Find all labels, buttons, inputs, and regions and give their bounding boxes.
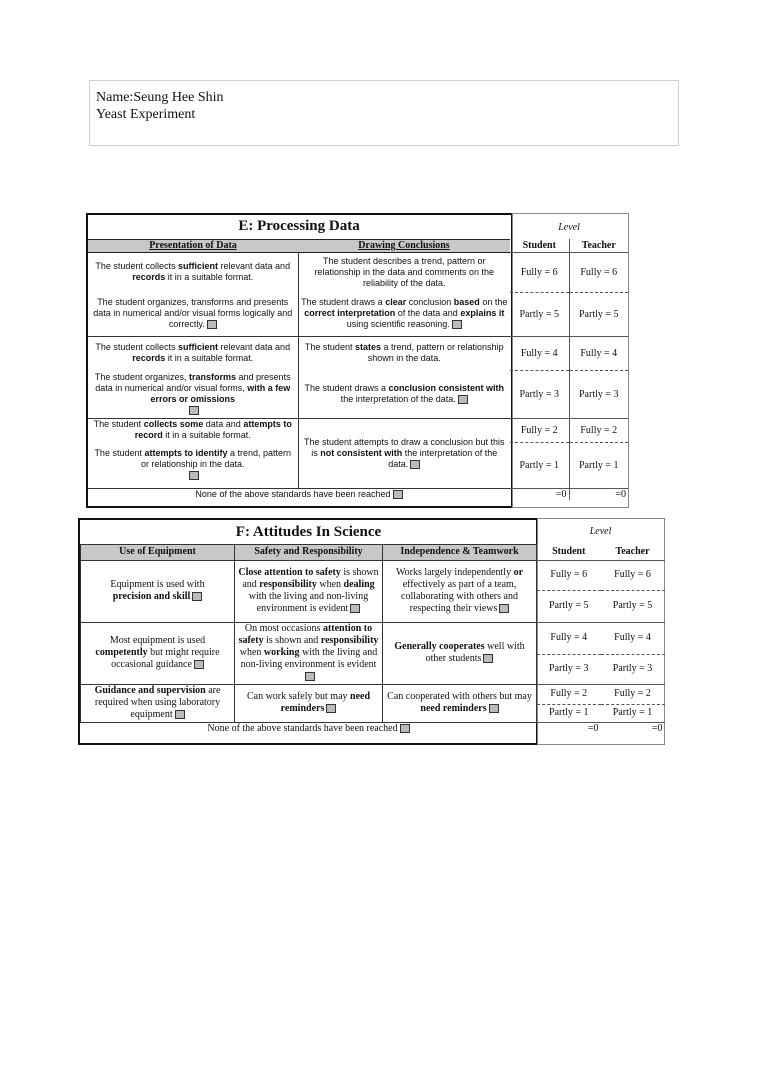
e-student-partly-5: Partly = 5 (510, 292, 569, 336)
col-presentation-header: Presentation of Data (88, 239, 298, 252)
e-checkbox-2b[interactable] (410, 460, 420, 469)
f-checkbox-eq1[interactable] (192, 592, 202, 601)
f-equipment-4-3: Most equipment is used competently but might require occasional guidance (81, 622, 235, 684)
e-teacher-fully-6: Fully = 6 (569, 252, 628, 292)
rubric-e-level-label: Level (558, 221, 580, 233)
f-independence-6-5: Works largely independently or effectively as part of a team, collaborating with others and respecting their views (383, 560, 537, 622)
e-conclusion-fully-2: The student attempts to draw a conclusion but this is not consistent with the interpretation of the data. (298, 418, 510, 488)
e-student-partly-3: Partly = 3 (510, 370, 569, 418)
e-presentation-partly-3: The student organizes, transforms and presents data in numerical and/or visual forms, with a few errors or omissions (88, 370, 298, 418)
e-teacher-fully-2: Fully = 2 (569, 418, 628, 442)
e-presentation-partly-5: The student organizes, transforms and presents data in numerical and/or visual forms logically and correctly. (88, 292, 298, 336)
col-safety-header: Safety and Responsibility (235, 544, 383, 560)
f-student-fully-2: Fully = 2 (537, 684, 601, 704)
e-student-partly-1: Partly = 1 (510, 442, 569, 488)
f-student-fully-6: Fully = 6 (537, 560, 601, 590)
f-checkbox-sf1[interactable] (350, 604, 360, 613)
e-checkbox-1a[interactable] (189, 471, 199, 480)
f-teacher-fully-6: Fully = 6 (601, 560, 665, 590)
f-student-partly-5: Partly = 5 (537, 590, 601, 622)
e-checkbox-3a[interactable] (189, 406, 199, 415)
e-checkbox-5b[interactable] (452, 320, 462, 329)
f-teacher-partly-3: Partly = 3 (601, 654, 665, 684)
f-teacher-fully-2: Fully = 2 (601, 684, 665, 704)
experiment-title: Yeast Experiment (96, 107, 196, 122)
f-safety-2-1: Can work safely but may need reminders (235, 684, 383, 722)
e-none-reached: None of the above standards have been reached (88, 488, 510, 500)
e-student-fully-6: Fully = 6 (510, 252, 569, 292)
f-checkbox-in3[interactable] (489, 704, 499, 713)
f-teacher-partly-5: Partly = 5 (601, 590, 665, 622)
col-equipment-header: Use of Equipment (81, 544, 235, 560)
e-teacher-zero: =0 (569, 488, 628, 500)
f-student-fully-4: Fully = 4 (537, 622, 601, 654)
rubric-f-level-label: Level (589, 526, 612, 537)
e-teacher-partly-1: Partly = 1 (569, 442, 628, 488)
e-conclusion-partly-5: The student draws a clear conclusion based on the correct interpretation of the data and explains it using scientific reasoning. (298, 292, 510, 336)
e-conclusion-partly-3: The student draws a conclusion consistent with the interpretation of the data. (298, 370, 510, 418)
f-checkbox-in2[interactable] (483, 654, 493, 663)
f-teacher-fully-4: Fully = 4 (601, 622, 665, 654)
f-checkbox-eq2[interactable] (194, 660, 204, 669)
e-checkbox-0[interactable] (393, 490, 403, 499)
f-student-partly-3: Partly = 3 (537, 654, 601, 684)
f-checkbox-eq3[interactable] (175, 710, 185, 719)
f-independence-4-3: Generally cooperates well with other students (383, 622, 537, 684)
e-conclusion-fully-4: The student states a trend, pattern or relationship shown in the data. (304, 342, 504, 364)
col-teacher-header: Teacher (569, 239, 628, 252)
e-checkbox-3b[interactable] (458, 395, 468, 404)
e-student-fully-4: Fully = 4 (510, 336, 569, 370)
e-conclusion-fully-6: The student describes a trend, pattern or relationship in the data and comments on the reliability of the data. (314, 255, 495, 288)
e-presentation-fully-2: The student collects some data and attempts to record it in a suitable format. (88, 418, 298, 442)
f-teacher-zero: =0 (651, 723, 663, 735)
rubric-f-title: F: Attitudes In Science (235, 523, 382, 540)
col-conclusions-header: Drawing Conclusions (298, 239, 510, 252)
f-equipment-2-1: Guidance and supervision are required when using laboratory equipment (81, 684, 235, 722)
col-student-header: Student (510, 239, 569, 252)
f-checkbox-in1[interactable] (499, 604, 509, 613)
f-student-partly-1: Partly = 1 (537, 704, 601, 722)
col-independence-header: Independence & Teamwork (383, 544, 537, 560)
f-student-zero: =0 (587, 723, 599, 735)
name-box (89, 80, 679, 146)
f-equipment-6-5: Equipment is used with precision and skill (81, 560, 235, 622)
f-safety-4-3: On most occasions attention to safety is shown and responsibility when working with the living and non-living environment is evident (235, 622, 383, 684)
rubric-e-table (88, 215, 628, 500)
f-independence-2-1: Can cooperated with others but may need reminders (383, 684, 537, 722)
e-presentation-fully-4: The student collects sufficient relevant data and records it in a suitable format. (88, 336, 298, 370)
rubric-f-table (80, 520, 665, 736)
rubric-e-title: E: Processing Data (238, 218, 360, 235)
f-none-reached: None of the above standards have been reached (81, 722, 537, 736)
f-teacher-partly-1: Partly = 1 (601, 704, 665, 722)
f-checkbox-0[interactable] (400, 724, 410, 733)
f-checkbox-sf2[interactable] (305, 672, 315, 681)
e-student-zero: =0 (555, 488, 567, 500)
f-safety-6-5: Close attention to safety is shown and responsibility when dealing with the living and non-living environment is evident (235, 560, 383, 622)
student-name: Name:Seung Hee Shin (96, 90, 224, 105)
f-checkbox-sf3[interactable] (326, 704, 336, 713)
e-checkbox-5a[interactable] (207, 320, 217, 329)
e-teacher-partly-5: Partly = 5 (569, 292, 628, 336)
e-student-fully-2: Fully = 2 (510, 418, 569, 442)
f-col-teacher-header: Teacher (601, 544, 665, 560)
e-teacher-fully-4: Fully = 4 (569, 336, 628, 370)
e-presentation-partly-1: The student attempts to identify a trend, pattern or relationship in the data. (88, 442, 298, 488)
e-teacher-partly-3: Partly = 3 (569, 370, 628, 418)
f-col-student-header: Student (537, 544, 601, 560)
e-presentation-fully-6: The student collects sufficient relevant data and records it in a suitable format. (88, 252, 298, 292)
